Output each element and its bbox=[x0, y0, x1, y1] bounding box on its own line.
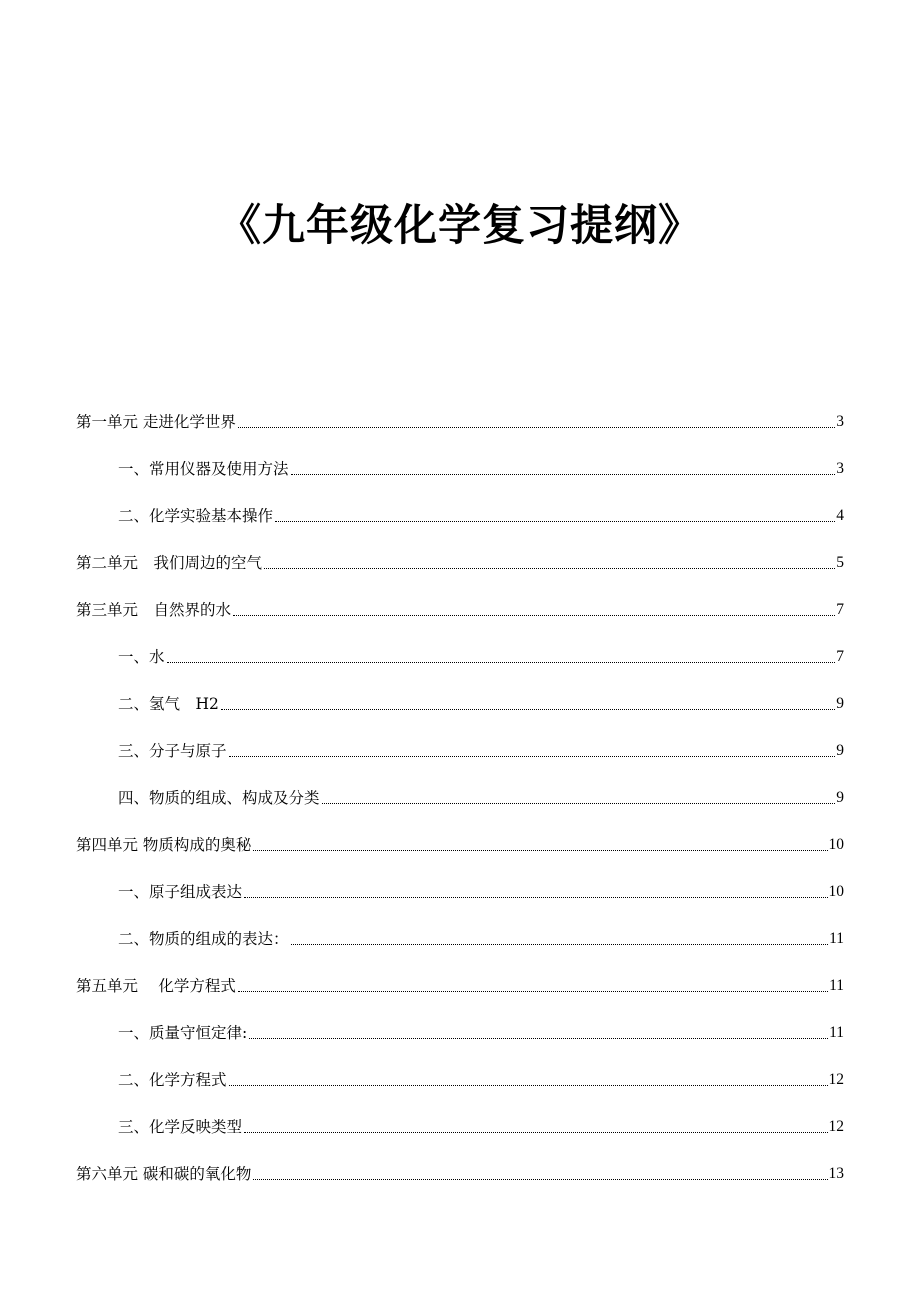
toc-dot-leader bbox=[244, 1132, 827, 1133]
toc-entry[interactable] bbox=[118, 639, 844, 667]
toc-entry[interactable] bbox=[118, 1109, 844, 1137]
toc-entry-title: 第四单元 物质构成的奥秘 bbox=[76, 836, 252, 854]
toc-dot-leader bbox=[275, 521, 835, 522]
toc-entry-title: 三、分子与原子 bbox=[118, 742, 227, 760]
toc-page-number: 9 bbox=[836, 789, 844, 806]
toc-dot-leader bbox=[253, 850, 827, 851]
toc-entry[interactable] bbox=[118, 874, 844, 902]
toc-entry-title: 第二单元 我们周边的空气 bbox=[76, 554, 263, 572]
toc-entry[interactable] bbox=[76, 827, 844, 855]
toc-entry-title: 一、常用仪器及使用方法 bbox=[118, 460, 289, 478]
toc-entry-title: 三、化学反映类型 bbox=[118, 1118, 243, 1136]
toc-entry[interactable] bbox=[118, 921, 844, 949]
toc-page-number: 11 bbox=[829, 930, 844, 947]
toc-dot-leader bbox=[291, 944, 829, 945]
toc-page-number: 5 bbox=[836, 554, 844, 571]
toc-page-number: 4 bbox=[836, 507, 844, 524]
toc-entry[interactable] bbox=[118, 451, 844, 479]
toc-entry[interactable] bbox=[76, 592, 844, 620]
toc-entry-title: 二、氢气 H2 bbox=[118, 695, 219, 713]
toc-dot-leader bbox=[167, 662, 836, 663]
toc-dot-leader bbox=[229, 1085, 828, 1086]
toc-page-number: 3 bbox=[836, 460, 844, 477]
toc-page-number: 10 bbox=[828, 883, 844, 900]
toc-dot-leader bbox=[238, 991, 828, 992]
toc-page-number: 12 bbox=[828, 1118, 844, 1135]
toc-entry-title: 二、化学方程式 bbox=[118, 1071, 227, 1089]
toc-dot-leader bbox=[221, 709, 835, 710]
toc-entry[interactable] bbox=[118, 733, 844, 761]
toc-entry[interactable] bbox=[118, 1062, 844, 1090]
toc-page-number: 12 bbox=[828, 1071, 844, 1088]
toc-page-number: 11 bbox=[829, 977, 844, 994]
toc-dot-leader bbox=[253, 1179, 827, 1180]
toc-page-number: 7 bbox=[836, 648, 844, 665]
toc-entry[interactable] bbox=[118, 498, 844, 526]
toc-entry[interactable] bbox=[118, 686, 844, 714]
toc-entry-title: 一、水 bbox=[118, 648, 165, 666]
toc-page-number: 11 bbox=[829, 1024, 844, 1041]
toc-page-number: 9 bbox=[836, 742, 844, 759]
toc-entry-title: 一、原子组成表达 bbox=[118, 883, 243, 901]
toc-dot-leader bbox=[229, 756, 836, 757]
toc-entry-title: 二、物质的组成的表达： bbox=[118, 930, 289, 948]
toc-page-number: 13 bbox=[828, 1165, 844, 1182]
toc-entry-title: 四、物质的组成、构成及分类 bbox=[118, 789, 320, 807]
toc-entry[interactable] bbox=[76, 1156, 844, 1184]
toc-entry-title: 二、化学实验基本操作 bbox=[118, 507, 274, 525]
toc-page-number: 3 bbox=[836, 413, 844, 430]
toc-entry-title: 第一单元 走进化学世界 bbox=[76, 413, 236, 431]
toc-dot-leader bbox=[233, 615, 835, 616]
toc-entry[interactable] bbox=[76, 404, 844, 432]
toc-entry[interactable] bbox=[118, 780, 844, 808]
toc-page-number: 9 bbox=[836, 695, 844, 712]
toc-dot-leader bbox=[264, 568, 835, 569]
toc-entry[interactable] bbox=[76, 545, 844, 573]
toc-dot-leader bbox=[322, 803, 836, 804]
toc-entry-title: 第三单元 自然界的水 bbox=[76, 601, 232, 619]
toc-entry-title: 第五单元 化学方程式 bbox=[76, 977, 236, 995]
toc-dot-leader bbox=[291, 474, 836, 475]
toc-entry[interactable] bbox=[118, 1015, 844, 1043]
toc-entry-title: 一、质量守恒定律: bbox=[118, 1024, 248, 1042]
toc-dot-leader bbox=[249, 1038, 828, 1039]
toc-entry[interactable] bbox=[76, 968, 844, 996]
toc-dot-leader bbox=[244, 897, 827, 898]
toc-entry-title: 第六单元 碳和碳的氧化物 bbox=[76, 1165, 252, 1183]
toc-page-number: 7 bbox=[836, 601, 844, 618]
document-title: 《九年级化学复习提纲》 bbox=[218, 201, 702, 251]
toc-page-number: 10 bbox=[828, 836, 844, 853]
toc-dot-leader bbox=[238, 427, 835, 428]
